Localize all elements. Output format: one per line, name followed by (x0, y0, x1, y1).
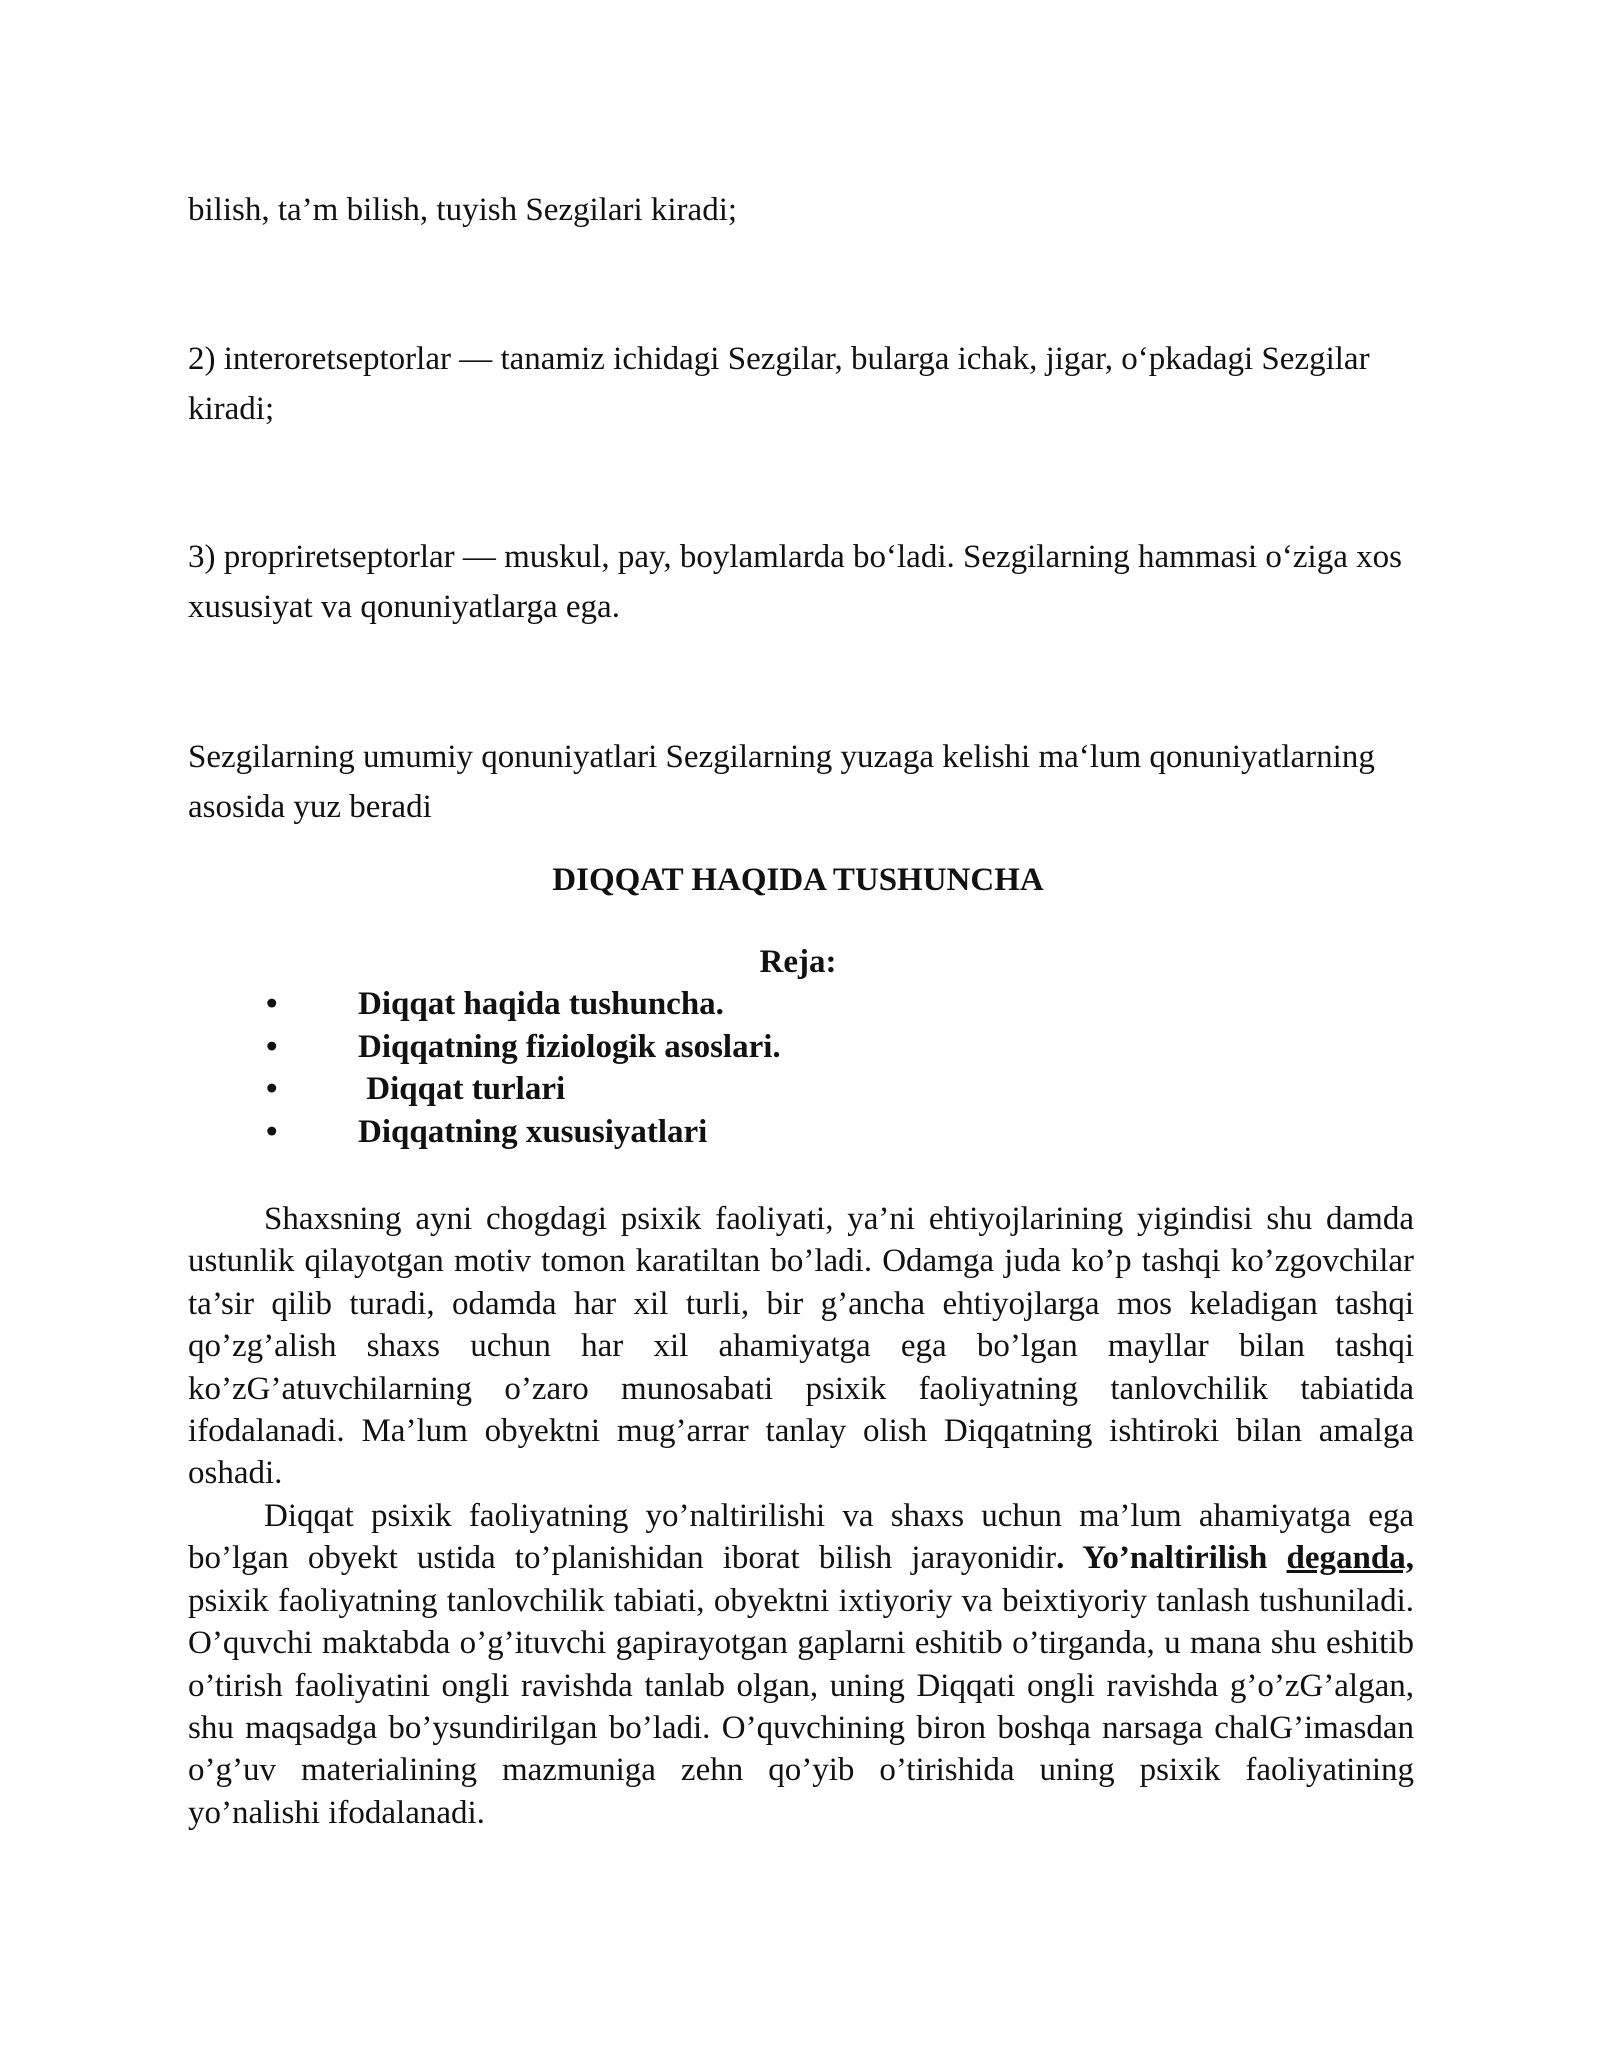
term-bold-underlined: deganda, (1286, 1540, 1414, 1577)
plan-label: Reja: (759, 944, 837, 980)
paragraph-proprioceptors: 3) propriretseptorlar — muskul, pay, boylamlarda bo‘ladi. Sezgilarning hammasi o‘ziga xos xususiyat va qonuniyatlarga ega. (188, 539, 1402, 625)
body-paragraph-2-rest: psixik faoliyatning tanlovchilik tabiati, obyektni ixtiyoriy va beixtiyoriy tanlash tushuniladi. O’quvchi maktabda o’g’ituvchi gapirayotgan gaplarni eshitib o’tirganda, u mana shu eshitib o’tirish faoliyatini ongli ravishda tanlab olgan, uning Diqqati ongli ravishda g’o’zG’algan, shu maqsadga bo’ysundirilgan bo’ladi. O’quvchining biron boshqa narsaga chalG’imasdan o’g’uv materialining mazmuniga zehn qo’yib o’tirishida uning psixik faoliyatining yo’nalishi ifodalanadi. (188, 1582, 1414, 1831)
term-bold: . Yo’naltirilish (1056, 1540, 1268, 1577)
plan-item-text: Diqqat haqida tushuncha. (358, 986, 724, 1022)
plan-item (188, 1026, 1408, 1069)
bullet-icon: • (266, 1071, 278, 1107)
plan-item (188, 1111, 1408, 1154)
plan-item (188, 983, 1408, 1026)
plan-item-text: Diqqatning xususiyatlari (358, 1113, 708, 1150)
bullet-icon: • (266, 1113, 278, 1150)
plan-item-text: Diqqat turlari (358, 1071, 566, 1107)
plan-item-text: Diqqatning fiziologik asoslari. (358, 1028, 781, 1065)
body-paragraph-2-start: Diqqat psixik faoliyatning yo’naltirilishi va shaxs uchun ma’lum ahamiyatga ega bo’lgan obyekt ustida to’planishidan iborat bilish jarayonidir (188, 1498, 1414, 1577)
paragraph-general-laws: Sezgilarning umumiy qonuniyatlari Sezgilarning yuzaga kelishi ma‘lum qonuniyatlarning asosida yuz beradi (188, 739, 1375, 825)
bullet-icon: • (266, 986, 278, 1022)
body-paragraph-2 (188, 1495, 1414, 1834)
plan-item (188, 1068, 1408, 1111)
section-title: DIQQAT HAQIDA TUSHUNCHA (552, 862, 1044, 898)
paragraph-interoceptors: 2) interoretseptorlar — tanamiz ichidagi Sezgilar, bularga ichak, jigar, o‘pkadagi Sezgilar kiradi; (188, 341, 1370, 427)
plan-list (188, 983, 1408, 1153)
bullet-icon: • (266, 1028, 278, 1065)
paragraph-senses-list-end: bilish, ta’m bilish, tuyish Sezgilari kiradi; (188, 192, 738, 228)
body-paragraph-1: Shaxsning ayni chogdagi psixik faoliyati, ya’ni ehtiyojlarining yigindisi shu damda ustunlik qilayotgan motiv tomon karatiltan bo’ladi. Odamga juda ko’p tashqi ko’zgovchilar ta’sir qilib turadi, odamda har xil turli, bir g’ancha ehtiyojlarga mos keladigan tashqi qo’zg’alish shaxs uchun har xil ahamiyatga ega bo’lgan mayllar bilan tashqi ko’zG’atuvchilarning o’zaro munosabati psixik faoliyatning tanlovchilik tabiatida ifodalanadi. Ma’lum obyektni mug’arrar tanlay olish Diqqatning ishtiroki bilan amalga oshadi. (188, 1201, 1414, 1492)
